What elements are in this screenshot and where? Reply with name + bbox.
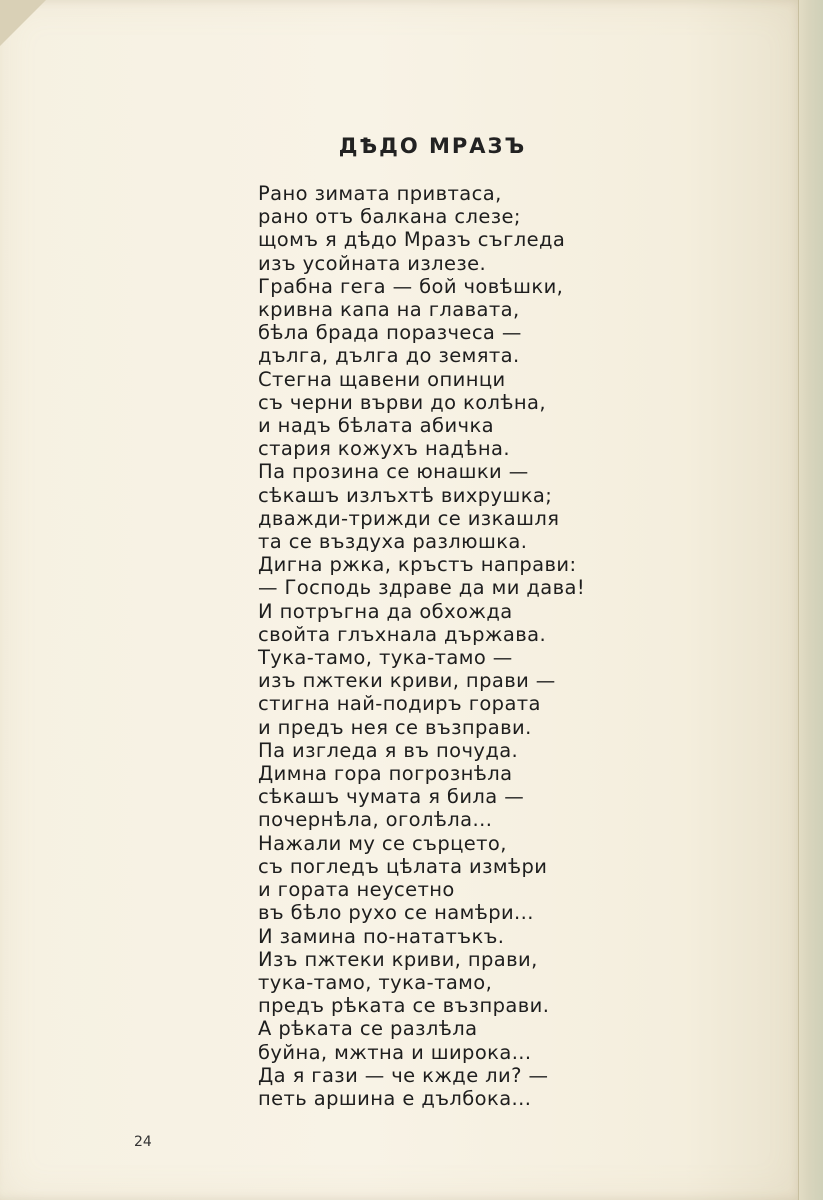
poem-line: кривна капа на главата,: [258, 298, 520, 322]
poem-line: въ бѣло рухо се намѣри...: [258, 901, 534, 925]
poem-line: Па прозина се юнашки —: [258, 460, 529, 484]
folded-corner: [0, 0, 46, 46]
poem-line: дважди-трижди се изкашля: [258, 506, 560, 530]
poem-line: изъ усойната излезе.: [258, 251, 487, 275]
poem-line: стария кожухъ надѣна.: [258, 437, 510, 461]
poem-line: и предъ нея се възправи.: [258, 715, 532, 739]
poem-line: изъ пжтеки криви, прави —: [258, 669, 556, 693]
poem-line: щомъ я дѣдо Мразъ съгледа: [258, 228, 566, 252]
poem-line: дълга, дълга до земята.: [258, 344, 520, 368]
poem-line: сѣкашъ излъхтѣ вихрушка;: [258, 483, 553, 507]
poem-line: Па изгледа я въ почуда.: [258, 738, 519, 762]
poem-line: И замина по-нататъкъ.: [258, 924, 505, 948]
poem-line: предъ рѣката се възправи.: [258, 994, 550, 1018]
poem-line: — Господь здраве да ми дава!: [258, 576, 586, 600]
poem-line: рано отъ балкана слезе;: [258, 205, 521, 229]
poem-line: съ погледъ цѣлата измѣри: [258, 854, 548, 878]
poem-line: почернѣла, оголѣла...: [258, 808, 493, 832]
poem-line: стигна най-подиръ гората: [258, 692, 541, 716]
poem-line: сѣкашъ чумата я била —: [258, 785, 525, 809]
poem-line: Димна гора погрознѣла: [258, 762, 513, 786]
poem-line: и надъ бѣлата абичка: [258, 414, 494, 438]
page-edge: [798, 0, 823, 1200]
poem-line: И потръгна да обхожда: [258, 599, 513, 623]
page-number: 24: [134, 1134, 152, 1150]
poem-line: Нажали му се сърцето,: [258, 831, 507, 855]
poem-text: [258, 182, 585, 1110]
poem-line: А рѣката се разлѣла: [258, 1017, 478, 1041]
poem-line: съ черни върви до колѣна,: [258, 390, 547, 414]
poem-line: петь аршина е дълбока...: [258, 1086, 532, 1110]
poem-line: тука-тамо, тука-тамо,: [258, 970, 493, 994]
poem-line: Рано зимата привтаса,: [258, 182, 502, 205]
poem-line: Да я гази — че кжде ли? —: [258, 1063, 549, 1087]
poem-line: Дигна ржка, кръстъ направи:: [258, 553, 577, 577]
poem-line: бѣла брада поразчеса —: [258, 321, 522, 345]
poem-line: свойта глъхнала държава.: [258, 622, 547, 646]
poem-line: буйна, мжтна и широка...: [258, 1040, 532, 1064]
poem-line: Грабна гега — бой човѣшки,: [258, 274, 564, 298]
poem-line: Тука-тамо, тука-тамо —: [258, 646, 513, 670]
poem-line: и гората неусетно: [258, 878, 455, 902]
poem-line: та се въздуха разлюшка.: [258, 530, 528, 554]
poem-line: Изъ пжтеки криви, прави,: [258, 947, 538, 971]
poem-line: Стегна щавени опинци: [258, 367, 506, 391]
poem-title: ДѢДО МРАЗЪ: [338, 134, 527, 158]
